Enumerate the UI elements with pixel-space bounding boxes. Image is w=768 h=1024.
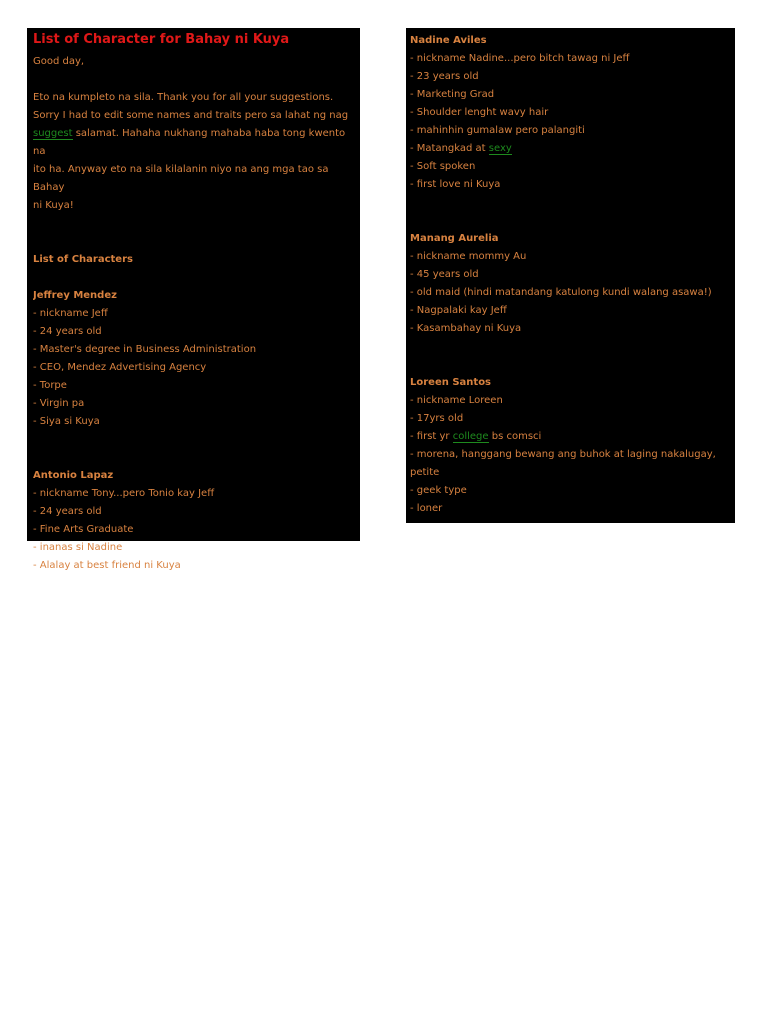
list-heading: List of Characters: [33, 254, 133, 265]
character-name: Nadine Aviles: [410, 35, 487, 46]
suggest-link[interactable]: suggest: [33, 128, 73, 139]
character-trait: [410, 140, 731, 158]
intro-line: [33, 125, 354, 161]
character-trait: - inanas si Nadine: [33, 542, 123, 553]
character-trait: - 24 years old: [33, 326, 102, 337]
trait-text: bs comsci: [488, 431, 542, 442]
character-antonio: [33, 467, 354, 575]
character-trait: - old maid (hindi matandang katulong kundi walang asawa!): [410, 287, 712, 298]
left-post-panel: [27, 28, 360, 571]
intro-line: ni Kuya!: [33, 200, 74, 211]
character-trait: - CEO, Mendez Advertising Agency: [33, 362, 207, 373]
intro-text: salamat. Hahaha nukhang mahaba haba tong kwento na: [33, 128, 346, 157]
trait-text: - first yr: [410, 431, 453, 442]
intro-paragraph: [33, 89, 354, 215]
character-trait: - 45 years old: [410, 269, 479, 280]
sexy-link[interactable]: sexy: [488, 143, 512, 154]
intro-line: Eto na kumpleto na sila. Thank you for all your suggestions.: [33, 92, 334, 103]
character-trait: - Master's degree in Business Administration: [33, 344, 257, 355]
character-name: Antonio Lapaz: [33, 470, 114, 481]
right-post-panel: [406, 28, 735, 523]
post-title: List of Character for Bahay ni Kuya: [33, 32, 290, 47]
character-trait: - nickname Tony...pero Tonio kay Jeff: [33, 488, 215, 499]
character-trait: - morena, hanggang bewang ang buhok at laging nakalugay,: [410, 449, 716, 460]
character-trait: - nickname mommy Au: [410, 251, 527, 262]
character-trait: [410, 428, 731, 446]
college-link[interactable]: college: [452, 431, 489, 442]
character-trait: - first love ni Kuya: [410, 179, 501, 190]
character-trait: - Fine Arts Graduate: [33, 524, 134, 535]
greeting: Good day,: [33, 56, 85, 67]
character-trait: - Kasambahay ni Kuya: [410, 323, 522, 334]
character-trait-continued: petite: [410, 467, 440, 478]
character-trait: - Nagpalaki kay Jeff: [410, 305, 507, 316]
intro-line: Sorry I had to edit some names and traits pero sa lahat ng nag: [33, 110, 349, 121]
character-name: Loreen Santos: [410, 377, 492, 388]
character-trait: - Marketing Grad: [410, 89, 495, 100]
character-jeffrey: [33, 287, 354, 431]
character-trait: - nickname Jeff: [33, 308, 108, 319]
character-aurelia: [410, 230, 731, 338]
intro-line: ito ha. Anyway eto na sila kilalanin niyo na ang mga tao sa Bahay: [33, 164, 329, 193]
character-trait: - Soft spoken: [410, 161, 476, 172]
character-trait: - Alalay at best friend ni Kuya: [33, 560, 181, 571]
character-name: Jeffrey Mendez: [33, 290, 117, 301]
character-trait: - Virgin pa: [33, 398, 85, 409]
character-trait: - loner: [410, 503, 443, 514]
character-trait: - geek type: [410, 485, 467, 496]
character-trait: - mahinhin gumalaw pero palangiti: [410, 125, 585, 136]
character-trait: - nickname Nadine...pero bitch tawag ni Jeff: [410, 53, 630, 64]
character-trait: - Torpe: [33, 380, 67, 391]
character-trait: - Shoulder lenght wavy hair: [410, 107, 549, 118]
character-trait: - 17yrs old: [410, 413, 464, 424]
character-trait: - Siya si Kuya: [33, 416, 100, 427]
character-nadine: [410, 32, 731, 194]
trait-text: - Matangkad at: [410, 143, 489, 154]
character-trait: - 24 years old: [33, 506, 102, 517]
character-trait: - nickname Loreen: [410, 395, 503, 406]
character-trait: - 23 years old: [410, 71, 479, 82]
character-name: Manang Aurelia: [410, 233, 499, 244]
character-loreen: [410, 374, 731, 518]
